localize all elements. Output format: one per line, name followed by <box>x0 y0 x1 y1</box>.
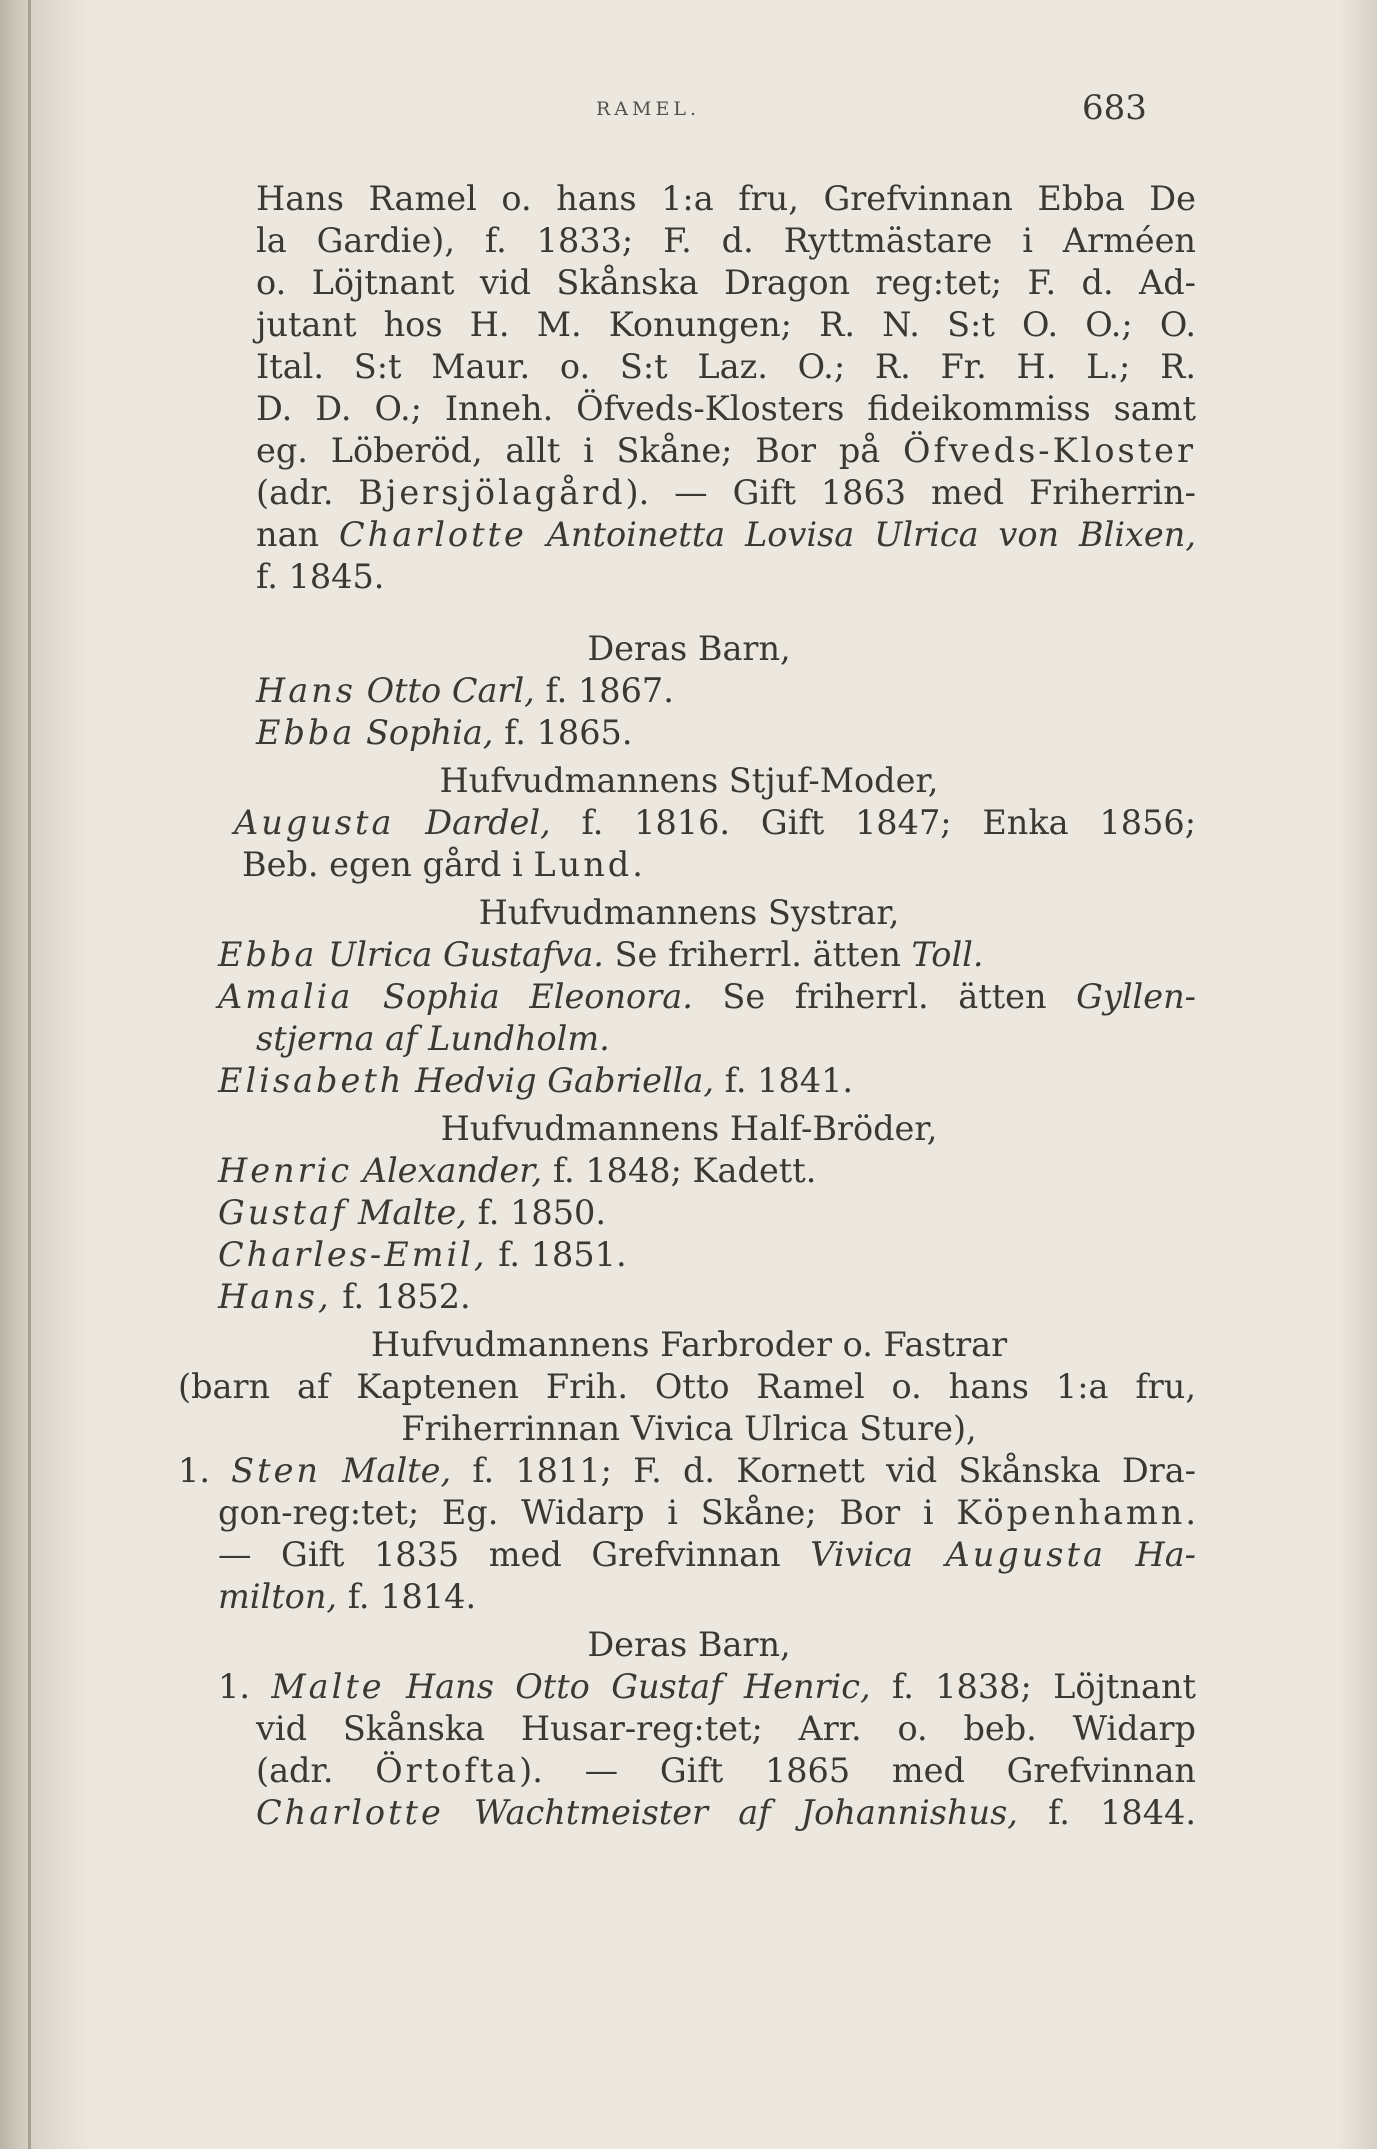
family-name: Toll. <box>911 935 984 974</box>
place-name: Örtofta <box>375 1751 520 1790</box>
text-line: stjerna af Lundholm. <box>256 1019 610 1058</box>
person-name: Malte <box>271 1667 385 1706</box>
person-name: Dardel, <box>394 803 551 842</box>
text-line: D. D. O.; Inneh. Öfveds-Klosters fideikommiss samt <box>256 389 1196 428</box>
person-name: Henric <box>218 1151 353 1190</box>
person-name: Ha- <box>1105 1535 1196 1574</box>
text-line: f. 1845. <box>256 557 385 596</box>
person-name: Vivica <box>810 1535 913 1574</box>
text-line <box>256 514 1196 556</box>
gutter-shadow <box>0 0 90 2149</box>
text-line <box>218 976 1196 1018</box>
person-name: Sten <box>231 1451 321 1490</box>
text-line: jutant hos H. M. Konungen; R. N. S:t O. O.; O. <box>256 305 1196 344</box>
text-line <box>218 1492 1196 1534</box>
text-line <box>218 1192 1198 1234</box>
text-run: f. 1852. <box>331 1277 471 1316</box>
text-line: o. Löjtnant vid Skånska Dragon reg:tet; F. d. Ad- <box>256 263 1196 302</box>
text-line <box>218 1150 1198 1192</box>
text-run: Se friherrl. ätten <box>692 977 1077 1016</box>
section-heading: Deras Barn, <box>587 629 791 668</box>
page-number: 683 <box>1082 88 1147 128</box>
text-run: . <box>632 845 643 884</box>
text-line <box>218 1234 1198 1276</box>
text-line <box>218 1276 1198 1318</box>
person-name: Sophia Eleonora. <box>353 977 693 1016</box>
text-run: ). — Gift 1863 med Friherrin- <box>625 473 1196 512</box>
section-heading: Hufvudmannens Half-Bröder, <box>440 1109 938 1148</box>
text-run: f. 1816. Gift 1847; Enka 1856; <box>550 803 1196 842</box>
text-line <box>242 844 1196 886</box>
page-edge-shadow <box>1337 0 1377 2149</box>
text-run: gon-reg:tet; Eg. Widarp i Skåne; Bor i <box>218 1493 957 1532</box>
person-name: Ebba <box>218 935 318 974</box>
text-line <box>218 1576 1196 1618</box>
text-line <box>256 430 1196 472</box>
text-line <box>218 934 1198 976</box>
section-heading: Friherrinnan Vivica Ulrica Sture), <box>401 1409 977 1448</box>
text-run: f. 1865. <box>493 713 633 752</box>
person-name: Amalia <box>218 977 354 1016</box>
text-run: f. 1851. <box>487 1235 627 1274</box>
person-name: Hedvig Gabriella, <box>404 1061 715 1100</box>
person-name: Ulrica Gustafva. <box>317 935 604 974</box>
text-run: (adr. <box>256 473 359 512</box>
text-line: Hans Ramel o. hans 1:a fru, Grefvinnan Ebba De <box>256 179 1196 218</box>
text-run: 1. <box>178 1451 232 1490</box>
person-name: Sophia, <box>355 713 494 752</box>
text-line: vid Skånska Husar-reg:tet; Arr. o. beb. Widarp <box>256 1709 1196 1748</box>
text-line <box>234 802 1196 844</box>
text-run: (adr. <box>256 1751 376 1790</box>
text-run: f. 1838; Löjtnant <box>870 1667 1196 1706</box>
text-line <box>256 670 1196 712</box>
person-name: Ebba <box>256 713 356 752</box>
person-name: Malte, <box>347 1193 467 1232</box>
person-name: Augusta <box>234 803 395 842</box>
person-name: Wachtmeister af Johannishus, <box>443 1793 1018 1832</box>
section-heading: Hufvudmannens Stjuf-Moder, <box>439 761 939 800</box>
place-name: Köpenhamn <box>956 1493 1186 1532</box>
person-name: Otto Carl, <box>355 671 535 710</box>
person-name: Alexander, <box>352 1151 543 1190</box>
gutter-edge <box>28 0 31 2149</box>
person-name: Elisabeth <box>218 1061 405 1100</box>
text-run: . <box>1185 1493 1196 1532</box>
text-run: eg. Löberöd, allt i Skåne; Bor på <box>256 431 904 470</box>
text-run: 1. <box>218 1667 272 1706</box>
person-name: Charles-Emil, <box>218 1235 488 1274</box>
person-name: Gustaf <box>218 1193 348 1232</box>
running-head: RAMEL. <box>596 98 701 120</box>
text-run: ). — Gift 1865 med Grefvinnan <box>519 1751 1196 1790</box>
text-run: Beb. egen gård i <box>242 845 534 884</box>
text-run: f. 1844. <box>1017 1793 1196 1832</box>
text-run: f. 1814. <box>337 1577 477 1616</box>
text-line <box>178 1450 1196 1492</box>
section-heading: Hufvudmannens Systrar, <box>478 893 900 932</box>
text-run: f. 1867. <box>534 671 674 710</box>
place-name: Öfveds-Kloster <box>903 431 1196 470</box>
text-line: (barn af Kaptenen Frih. Otto Ramel o. hans 1:a fru, <box>178 1367 1196 1406</box>
person-name: Charlotte <box>339 515 527 554</box>
family-name: Gyllen- <box>1076 977 1196 1016</box>
text-run: f. 1841. <box>714 1061 854 1100</box>
place-name: Bjersjölagård <box>358 473 626 512</box>
text-line: la Gardie), f. 1833; F. d. Ryttmästare i Arméen <box>256 221 1196 260</box>
person-name: Hans Otto Gustaf Henric, <box>384 1667 871 1706</box>
text-line <box>218 1534 1196 1576</box>
section-heading: Hufvudmannens Farbroder o. Fastrar <box>370 1325 1008 1364</box>
text-line <box>218 1060 1198 1102</box>
person-name: Malte, <box>320 1451 452 1490</box>
person-name: Charlotte <box>256 1793 444 1832</box>
text-run: f. 1850. <box>466 1193 607 1232</box>
person-name: Augusta <box>912 1535 1106 1574</box>
text-run: f. 1811; F. d. Kornett vid Skånska Dra- <box>451 1451 1196 1490</box>
place-name: Lund <box>533 845 633 884</box>
person-name: milton, <box>218 1577 338 1616</box>
text-line <box>256 712 1196 754</box>
text-line <box>256 472 1196 514</box>
text-run: — Gift 1835 med Grefvinnan <box>218 1535 811 1574</box>
text-line <box>218 1666 1196 1708</box>
text-line <box>256 1792 1196 1834</box>
text-run: Se friherrl. ätten <box>603 935 912 974</box>
person-name: Antoinetta Lovisa Ulrica von Blixen, <box>526 515 1196 554</box>
text-run: f. 1848; Kadett. <box>542 1151 817 1190</box>
section-heading: Deras Barn, <box>587 1625 791 1664</box>
person-name: Hans, <box>218 1277 332 1316</box>
text-run: nan <box>256 515 340 554</box>
person-name: Hans <box>256 671 356 710</box>
page-header <box>0 88 1377 138</box>
text-line <box>256 1750 1196 1792</box>
text-line: Ital. S:t Maur. o. S:t Laz. O.; R. Fr. H. L.; R. <box>256 347 1196 386</box>
